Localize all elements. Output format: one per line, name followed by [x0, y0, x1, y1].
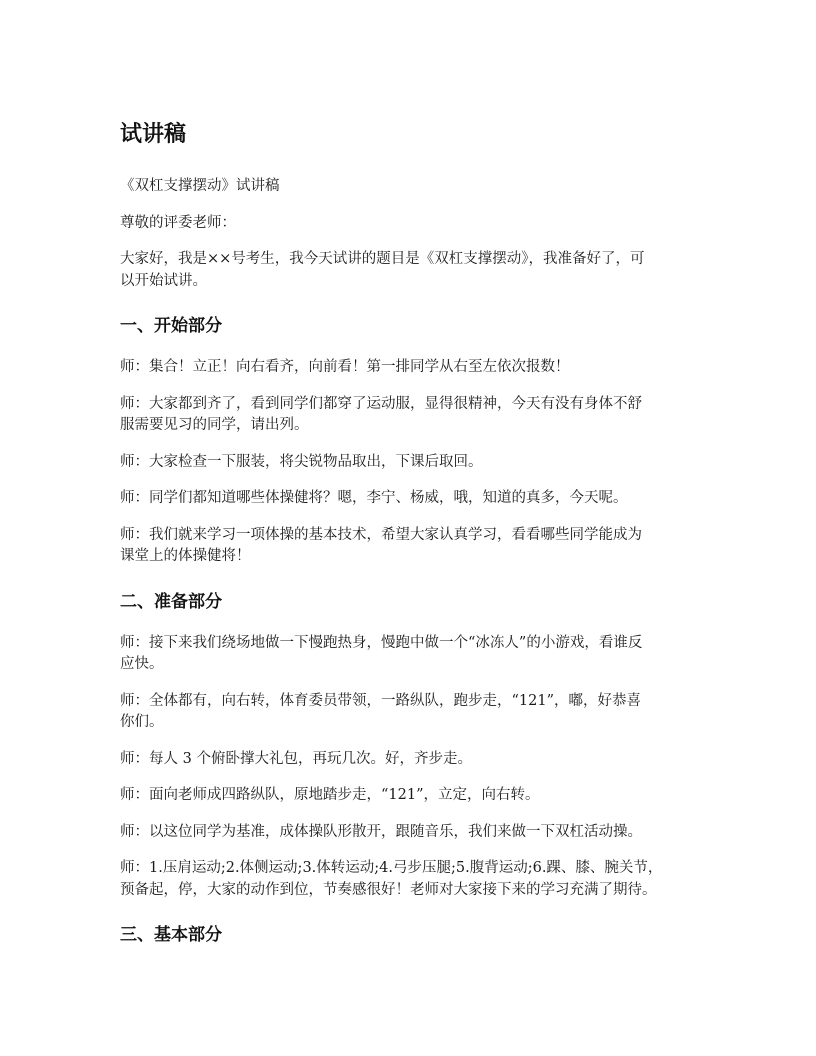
- document-title: 试讲稿: [120, 122, 187, 147]
- section-paragraph: 师：大家都到齐了，看到同学们都穿了运动服，显得很精神，今天有没有身体不舒 服需要见习的同学，请出列。: [120, 395, 642, 433]
- document-page: [120, 118, 704, 966]
- section-heading-preparation: 二、准备部分: [120, 591, 222, 612]
- section-paragraph: 师：1.压肩运动;2.体侧运动;3.体转运动;4.弓步压腿;5.腹背运动;6.踝、膝、腕关节， 预备起，停，大家的动作到位，节奏感很好！老师对大家接下来的学习充满了期待。: [120, 860, 663, 898]
- section-heading-start: 一、开始部分: [120, 316, 222, 336]
- section-paragraph: 师：集合！立正！向右看齐，向前看！第一排同学从右至左依次报数！: [120, 359, 570, 375]
- section-paragraph: 师：每人 3 个俯卧撑大礼包，再玩几次。好，齐步走。: [120, 750, 472, 767]
- subtitle-paragraph: 《双杠支撑摆动》试讲稿: [120, 178, 280, 194]
- section-paragraph: 师：我们就来学习一项体操的基本技术，希望大家认真学习，看看哪些同学能成为 课堂上的体操健将！: [120, 526, 642, 564]
- section-paragraph: 师：面向老师成四路纵队，原地踏步走，“121”，立定，向右转。: [120, 787, 540, 803]
- section-paragraph: 师：大家检查一下服装，将尖锐物品取出，下课后取回。: [120, 453, 483, 470]
- section-paragraph: 师：全体都有，向右转，体育委员带领，一路纵队，跑步走，“121”，嘟，好恭喜 你们。: [120, 692, 641, 730]
- section-heading-basic: 三、基本部分: [120, 925, 222, 945]
- section-paragraph: 师：同学们都知道哪些体操健将？嗯，李宁、杨威，哦，知道的真多，今天呢。: [120, 490, 628, 506]
- section-paragraph: 师：接下来我们绕场地做一下慢跑热身，慢跑中做一个“冰冻人”的小游戏，看谁反 应快。: [120, 634, 643, 672]
- section-paragraph: 师：以这位同学为基准，成体操队形散开，跟随音乐，我们来做一下双杠活动操。: [120, 823, 642, 840]
- salutation-paragraph: 尊敬的评委老师：: [120, 214, 236, 231]
- opening-paragraph: 大家好，我是××号考生，我今天试讲的题目是《双杠支撑摆动》，我准备好了，可 以开始试讲。: [120, 251, 645, 289]
